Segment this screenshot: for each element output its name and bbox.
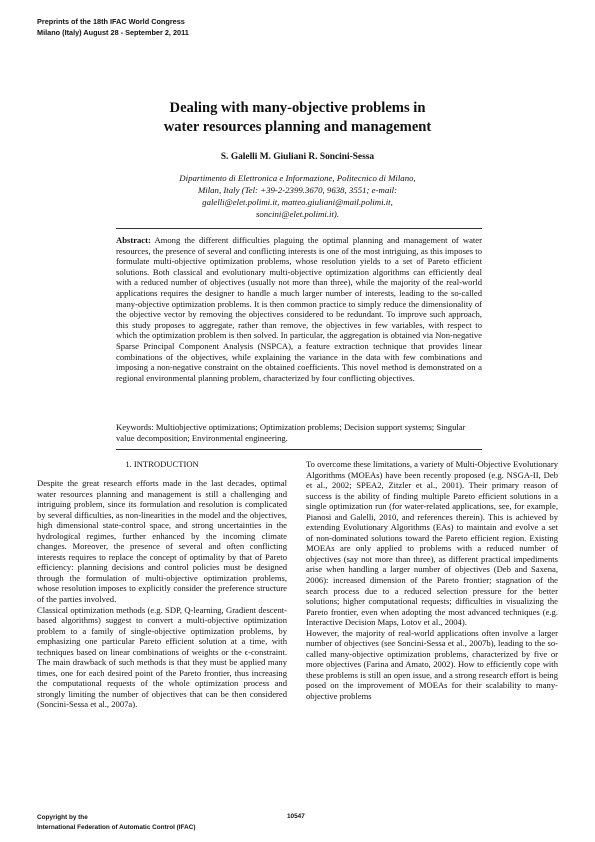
- conference-header: [37, 17, 189, 38]
- affiliation-line: soncini@elet.polimi.it).: [255, 208, 340, 219]
- author-list: S. Galelli M. Giuliani R. Soncini-Sessa: [220, 152, 375, 162]
- affiliation-line: Milan, Italy (Tel: +39-2-2399.3670, 9638, 3551; e-mail:: [197, 184, 398, 195]
- conference-dates: Milano (Italy) August 28 - September 2, 2011: [37, 27, 189, 37]
- right-column: [306, 459, 558, 702]
- body-paragraph: Classical optimization methods (e.g. SDP, Q-learning, Gradient descent-based algorithms) suggest to convert a multi-objective optimization problem to a family of single-objective optimization problems, by emphasizing one particular Pareto efficient solution at a time, with techniques based on linear combinations of weights or the ϵ-constraint. The main drawback of such methods is that they must be applied many times, one for each desired point of the Pareto frontier, thus increasing the computational requests of the whole optimization process and strongly limiting the number of objectives that can be then considered (Soncini-Sessa et al., 2007a).: [37, 604, 287, 710]
- ifac-line: International Federation of Automatic Control (IFAC): [37, 824, 196, 831]
- page-number: 10547: [287, 813, 305, 820]
- abstract-text: Among the different difficulties plaguing the optimal planning and management of water resources, the presence of several and conflicting interests is one of the most intriguing, as this imposes to formulate multi-objective optimization problems, whose resolution yields to a set of Pareto efficient solutions. Both classical and evolutionary multi-objective optimization algorithms can efficiently deal with a reduced number of objectives (usually not more than three), while the majority of the real-world applications requires the designer to handle a much larger number of interests, leading to the so-called many-objective optimization problems. It is then common practice to simply reduce the dimensionality of the objective vector by removing the objectives considered to be redundant. To improve such approach, this study proposes to aggregate, rather than remove, the objectives in few variables, with respect to which the optimization problem is then solved. In particular, the aggregation is obtained via Non-negative Sparse Principal Component Analysis (NSPCA), a feature extraction technique that provides linear combinations of the objectives, while explaining the variance in the data with few combinations and imposing a non-negative constraint on the obtained coefficients. This novel method is demonstrated on a regional environmental planning problem, characterized by four conflicting objectives.: [116, 235, 482, 383]
- keywords: Keywords: Multiobjective optimizations; Optimization problems; Decision support systems; Singular value decomposition; Environmental engineering.: [116, 422, 466, 443]
- abstract-top-rule: [116, 228, 482, 229]
- paper-title: [0, 99, 595, 137]
- abstract: [116, 235, 482, 383]
- abstract-label: Abstract:: [116, 235, 151, 245]
- section-heading-introduction: 1. INTRODUCTION: [125, 459, 199, 469]
- title-line-1: Dealing with many-objective problems in: [169, 100, 426, 116]
- left-column: [37, 459, 287, 710]
- body-paragraph: Despite the great research efforts made in the last decades, optimal water resources planning and management is still a challenging and intriguing problem, since its formulation and resolution is complicated by several difficulties, as non-linearities in the model and the objectives, high dimensional state-control space, and strong uncertainties in the hydrological regimes, further enhanced by the incoming climate changes. Moreover, the presence of several and often conflicting interests requires to replace the concept of optimality by that of Pareto efficiency: planning decisions and control policies must be designed through the formulation of multi-objective optimization problems, whose resolution imposes to explicitly consider the preference structure of the parties involved.: [37, 478, 287, 605]
- affiliation-line: Dipartimento di Elettronica e Informazione, Politecnico di Milano,: [179, 173, 416, 183]
- title-line-2: water resources planning and management: [163, 119, 432, 135]
- affiliation: [0, 173, 595, 221]
- conference-name: Preprints of the 18th IFAC World Congress: [37, 17, 185, 26]
- abstract-bottom-rule: [116, 449, 482, 450]
- affiliation-line: galelli@elet.polimi.it, matteo.giuliani@mail.polimi.it,: [202, 196, 393, 207]
- copyright-footer: [37, 813, 195, 833]
- copyright-line: Copyright by the: [37, 814, 88, 821]
- body-paragraph: To overcome these limitations, a variety of Multi-Objective Evolutionary Algorithms (MOEAs) have been recently proposed (e.g. NSGA-II, Deb et al., 2002; SPEA2, Zitzler et al., 2001). Their primary reason of success is the ability of finding multiple Pareto efficient solutions in a single optimization run (for water-related applications, see, for example, Pianosi and Galelli, 2010, and references therein). This is achieved by extending Evolutionary Algorithms (EAs) to maintain and evolve a set of non-dominated solutions toward the Pareto efficient region. Existing MOEAs are only applied to problems with a reduced number of objectives (say not more than three), as different practical impediments arise when handling a larger number of objectives (Deb and Saxena, 2006): increased dimension of the Pareto frontier; stagnation of the search process due to a reduced selection pressure for the better solutions; higher computational requests; difficulties in visualizing the Pareto frontier, even when adopting the most advanced techniques (e.g. Interactive Decision Maps, Lotov et al., 2004).: [306, 459, 558, 628]
- body-paragraph: However, the majority of real-world applications often involve a larger number of objectives (see Soncini-Sessa et al., 2007b), leading to the so-called many-objective optimization problems, characterized by five or more objectives (Farina and Amato, 2002). How to efficiently cope with these problems is still an open issue, and a strong research effort is being posed on the improvement of MOEAs for their scalability to many-objective problems: [306, 627, 558, 702]
